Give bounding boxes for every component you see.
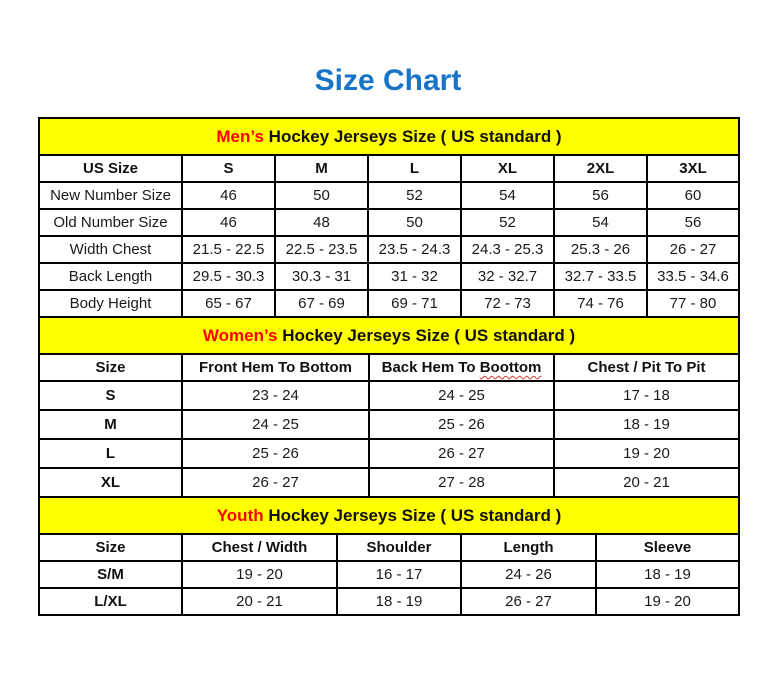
column-header-length: Length: [461, 534, 596, 561]
back-hem-label-prefix: Back Hem To: [381, 359, 476, 376]
column-header-sleeve: Sleeve: [596, 534, 739, 561]
table-cell: 65 - 67: [182, 290, 275, 317]
table-row-womens-l: [39, 439, 739, 468]
table-cell: 74 - 76: [554, 290, 647, 317]
column-header-shoulder: Shoulder: [337, 534, 461, 561]
row-label: L: [39, 439, 182, 468]
table-cell: 52: [368, 182, 461, 209]
table-cell: 32.7 - 33.5: [554, 263, 647, 290]
womens-size-table: [38, 316, 740, 498]
table-cell: 16 - 17: [337, 561, 461, 588]
column-header-l: L: [368, 155, 461, 182]
mens-size-table: [38, 117, 740, 318]
table-cell: 17 - 18: [554, 381, 739, 410]
column-header-m: M: [275, 155, 368, 182]
table-cell: 19 - 20: [554, 439, 739, 468]
mens-banner: [39, 118, 739, 155]
table-row-new-number-size: [39, 182, 739, 209]
table-cell: 20 - 21: [182, 588, 337, 615]
table-row-youth-lxl: [39, 588, 739, 615]
table-cell: 60: [647, 182, 739, 209]
table-cell: 24.3 - 25.3: [461, 236, 554, 263]
table-cell: 19 - 20: [182, 561, 337, 588]
table-row-womens-m: [39, 410, 739, 439]
table-cell: 29.5 - 30.3: [182, 263, 275, 290]
row-label: S/M: [39, 561, 182, 588]
table-cell: 48: [275, 209, 368, 236]
row-label: Body Height: [39, 290, 182, 317]
table-cell: 26 - 27: [461, 588, 596, 615]
table-row-old-number-size: [39, 209, 739, 236]
womens-banner: [39, 317, 739, 354]
table-cell: 18 - 19: [554, 410, 739, 439]
row-label: S: [39, 381, 182, 410]
table-cell: 54: [554, 209, 647, 236]
row-label: Back Length: [39, 263, 182, 290]
table-cell: 25 - 26: [182, 439, 369, 468]
column-header-back-hem: [369, 354, 554, 381]
womens-header-row: [39, 354, 739, 381]
table-cell: 77 - 80: [647, 290, 739, 317]
table-cell: 33.5 - 34.6: [647, 263, 739, 290]
table-cell: 30.3 - 31: [275, 263, 368, 290]
column-header-chest-width: Chest / Width: [182, 534, 337, 561]
table-cell: 19 - 20: [596, 588, 739, 615]
table-cell: 32 - 32.7: [461, 263, 554, 290]
mens-banner-highlight: Men’s: [216, 126, 264, 146]
table-cell: 27 - 28: [369, 468, 554, 497]
youth-banner-text: Hockey Jerseys Size ( US standard ): [268, 505, 562, 525]
womens-banner-highlight: Women’s: [202, 325, 278, 345]
back-hem-label-misspelled-word: Boottom: [479, 359, 542, 376]
row-label: Width Chest: [39, 236, 182, 263]
table-cell: 25.3 - 26: [554, 236, 647, 263]
table-cell: 67 - 69: [275, 290, 368, 317]
womens-banner-text: Hockey Jerseys Size ( US standard ): [282, 325, 576, 345]
column-header-3xl: 3XL: [647, 155, 739, 182]
womens-banner-row: [39, 317, 739, 354]
column-header-size: Size: [39, 534, 182, 561]
table-cell: 69 - 71: [368, 290, 461, 317]
table-row-width-chest: [39, 236, 739, 263]
table-cell: 24 - 25: [182, 410, 369, 439]
table-row-womens-s: [39, 381, 739, 410]
mens-banner-text: Hockey Jerseys Size ( US standard ): [268, 126, 562, 146]
table-cell: 52: [461, 209, 554, 236]
column-header-s: S: [182, 155, 275, 182]
column-header-front-hem: Front Hem To Bottom: [182, 354, 369, 381]
table-cell: 56: [647, 209, 739, 236]
table-cell: 18 - 19: [337, 588, 461, 615]
table-cell: 26 - 27: [647, 236, 739, 263]
table-cell: 23.5 - 24.3: [368, 236, 461, 263]
mens-banner-row: [39, 118, 739, 155]
row-label: XL: [39, 468, 182, 497]
table-cell: 24 - 26: [461, 561, 596, 588]
table-row-back-length: [39, 263, 739, 290]
column-header-size: Size: [39, 354, 182, 381]
table-cell: 21.5 - 22.5: [182, 236, 275, 263]
row-label: Old Number Size: [39, 209, 182, 236]
table-cell: 50: [368, 209, 461, 236]
table-cell: 31 - 32: [368, 263, 461, 290]
table-cell: 54: [461, 182, 554, 209]
table-cell: 24 - 25: [369, 381, 554, 410]
youth-header-row: [39, 534, 739, 561]
table-cell: 22.5 - 23.5: [275, 236, 368, 263]
mens-header-row: [39, 155, 739, 182]
table-cell: 26 - 27: [369, 439, 554, 468]
page-title: Size Chart: [314, 64, 462, 97]
table-cell: 23 - 24: [182, 381, 369, 410]
table-row-youth-sm: [39, 561, 739, 588]
table-cell: 25 - 26: [369, 410, 554, 439]
table-cell: 46: [182, 182, 275, 209]
column-header-xl: XL: [461, 155, 554, 182]
table-cell: 20 - 21: [554, 468, 739, 497]
row-label: New Number Size: [39, 182, 182, 209]
row-label: L/XL: [39, 588, 182, 615]
row-label: M: [39, 410, 182, 439]
column-header-us-size: US Size: [39, 155, 182, 182]
table-cell: 46: [182, 209, 275, 236]
table-row-body-height: [39, 290, 739, 317]
youth-banner-highlight: Youth: [216, 505, 264, 525]
table-cell: 26 - 27: [182, 468, 369, 497]
size-chart-tables: [38, 117, 738, 616]
youth-banner: [39, 497, 739, 534]
column-header-chest-pit: Chest / Pit To Pit: [554, 354, 739, 381]
youth-size-table: [38, 496, 740, 616]
youth-banner-row: [39, 497, 739, 534]
table-cell: 18 - 19: [596, 561, 739, 588]
table-cell: 50: [275, 182, 368, 209]
table-cell: 56: [554, 182, 647, 209]
table-cell: 72 - 73: [461, 290, 554, 317]
table-row-womens-xl: [39, 468, 739, 497]
column-header-2xl: 2XL: [554, 155, 647, 182]
